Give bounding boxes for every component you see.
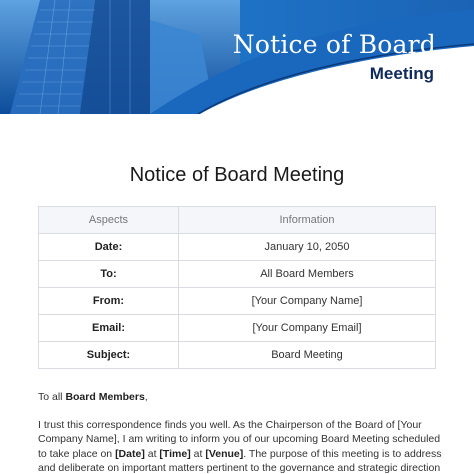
text-segment: to take place on: [38, 447, 116, 460]
text-segment: at: [144, 447, 160, 460]
banner-title: Notice of Board: [232, 30, 436, 59]
letter-body: [38, 390, 442, 474]
row-value: All Board Members: [179, 261, 436, 288]
column-header-aspects: Aspects: [39, 207, 179, 234]
row-value: [Your Company Email]: [179, 315, 436, 342]
table-row-date: [39, 234, 436, 261]
table-row-from: [39, 288, 436, 315]
row-value: Board Meeting: [179, 342, 436, 369]
greeting-prefix: To all: [38, 391, 66, 403]
greeting-recipient: Board Members: [65, 391, 145, 403]
letter-line: Company Name], I am writing to inform you of our upcoming Board Meeting scheduled: [38, 433, 441, 445]
document-title: Notice of Board Meeting: [129, 164, 345, 186]
banner-subtitle: Meeting: [369, 64, 434, 83]
letter-line: [38, 447, 442, 462]
row-label: From:: [39, 288, 179, 315]
time-placeholder: [Time]: [159, 447, 191, 460]
row-label: Subject:: [39, 342, 179, 369]
notice-details-table: [38, 206, 436, 369]
letter-line: and deliberate on important matters pertinent to the governance and strategic direction: [38, 462, 441, 474]
greeting-suffix: ,: [144, 391, 148, 403]
text-segment: at: [190, 447, 206, 460]
table-row-to: [39, 261, 436, 288]
table-row-email: [39, 315, 436, 342]
row-label: Email:: [39, 315, 179, 342]
letter-line: I trust this correspondence finds you well. As the Chairperson of the Board of [Your: [38, 418, 422, 431]
row-label: To:: [39, 261, 179, 288]
venue-placeholder: [Venue]: [205, 447, 244, 460]
column-header-information: Information: [179, 207, 436, 234]
table-row-subject: [39, 342, 436, 369]
date-placeholder: [Date]: [115, 447, 145, 460]
table-header-row: [39, 207, 436, 234]
row-value: [Your Company Name]: [179, 288, 436, 315]
text-segment: . The purpose of this meeting is to address: [243, 447, 442, 460]
header-banner: [0, 0, 474, 114]
row-value: January 10, 2050: [179, 234, 436, 261]
row-label: Date:: [39, 234, 179, 261]
letter-greeting: [38, 390, 438, 405]
